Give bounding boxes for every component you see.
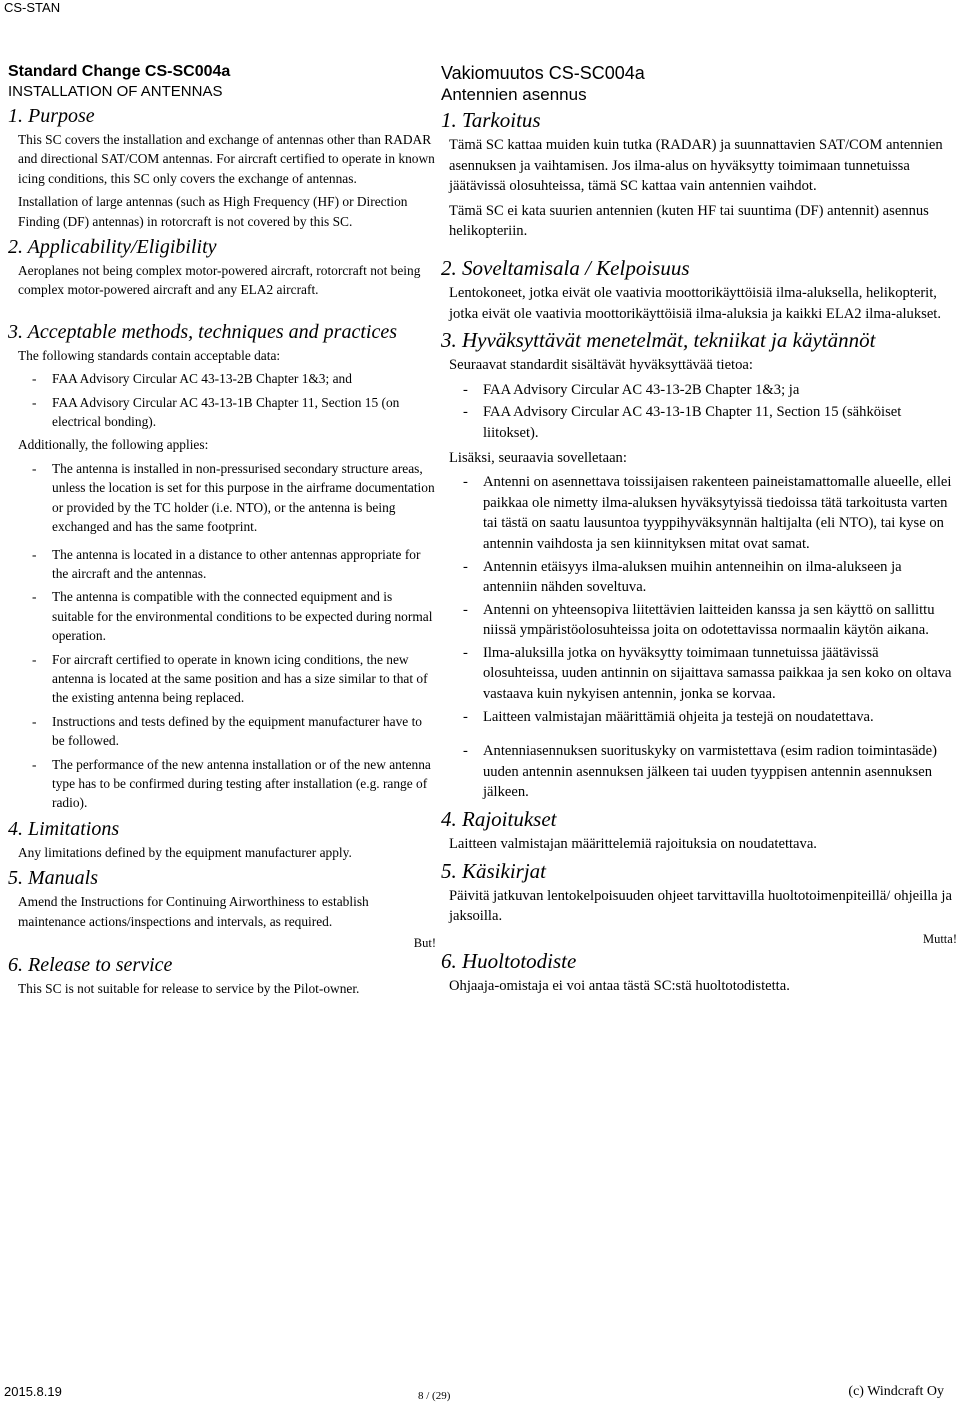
section-heading-limitations: 4. Limitations xyxy=(8,817,120,840)
section-heading-limitations: 4. Rajoitukset xyxy=(441,807,557,832)
paragraph: This SC covers the installation and exchange of antennas other than RADAR and directional SAT/COM antennas. For aircraft certified to operate in known icing conditions, this SC only covers the exchange of antennas. xyxy=(18,132,435,186)
standards-list xyxy=(449,380,957,444)
page-number: 8 / (29) xyxy=(418,1390,451,1402)
section-heading-purpose: 1. Purpose xyxy=(8,105,95,127)
paragraph: Laitteen valmistajan määrittelemiä rajoituksia on noudatettava. xyxy=(449,836,817,853)
paragraph: Päivitä jatkuvan lentokelpoisuuden ohjeet tarvittavilla huoltotoimenpiteillä/ ohjeilla ja jaksoilla. xyxy=(449,887,952,925)
paragraph: Aeroplanes not being complex motor-powered aircraft, rotorcraft not being complex motor-powered aircraft and any ELA2 aircraft. xyxy=(18,263,421,298)
paragraph: Amend the Instructions for Continuing Airworthiness to establish maintenance actions/inspections and intervals, as required. xyxy=(18,894,369,929)
paragraph: Ohjaaja-omistaja ei voi antaa tästä SC:stä huoltotodistetta. xyxy=(449,977,790,994)
section-heading-release: 6. Release to service xyxy=(8,954,173,976)
list-item: - For aircraft certified to operate in known icing conditions, the new antenna is located at the same position and has a size similar to that of the existing antenna being replaced. xyxy=(18,650,436,708)
paragraph: Tämä SC kattaa muiden kuin tutka (RADAR) ja suunnattavien SAT/COM antennien asennuksen ja vaihtamisen. Jos ilma-alus on hyväksytty toimimaan tunnetuissa jäätävissä olosuhteissa, tämä SC kattaa vain antennien vaihdot. xyxy=(449,137,943,195)
list-item: - Antennin etäisyys ilma-aluksen muihin antenneihin on ilma-alukseen ja antenniin nähden soveltuva. xyxy=(449,557,957,598)
paragraph: The following standards contain acceptable data: xyxy=(18,347,281,363)
section-heading-methods: 3. Hyväksyttävät menetelmät, tekniikat ja käytännöt xyxy=(441,328,876,353)
list-item: - The antenna is compatible with the connected equipment and is suitable for the environmental conditions to be expected during normal operation. xyxy=(18,587,436,645)
section-heading-applicability: 2. Soveltamisala / Kelpoisuus xyxy=(441,255,690,280)
section-heading-purpose: 1. Tarkoitus xyxy=(441,108,541,132)
doc-title: Vakiomuutos CS-SC004a xyxy=(441,63,645,83)
list-item: - FAA Advisory Circular AC 43-13-2B Chapter 1&3; ja xyxy=(449,380,957,401)
note-mutta: Mutta! xyxy=(922,931,957,946)
list-item: - The performance of the new antenna installation or of the new antenna type has to be confirmed during testing after installation (e.g. range of radio). xyxy=(18,755,436,813)
list-item: - The antenna is located in a distance to other antennas appropriate for the aircraft and the antennas. xyxy=(18,545,436,584)
list-item: - FAA Advisory Circular AC 43-13-2B Chapter 1&3; and xyxy=(18,369,436,388)
list-item: - Antenni on yhteensopiva liitettävien laitteiden kanssa ja sen käyttö on sallittu niissä ympäristöolosuhteissa joita on odotettavissa normaalin käytön aikana. xyxy=(449,600,957,641)
list-item: - The antenna is installed in non-pressurised secondary structure areas, unless the location is set for this purpose in the airframe documentation or provided by the TC holder (i.e. NTO), or the antenna is being exchanged and has the same footprint. xyxy=(18,459,436,537)
paragraph: Lisäksi, seuraavia sovelletaan: xyxy=(449,449,627,466)
list-item: - FAA Advisory Circular AC 43-13-1B Chapter 11, Section 15 (on electrical bonding). xyxy=(18,393,436,432)
list-item: - FAA Advisory Circular AC 43-13-1B Chapter 11, Section 15 (sähköiset liitokset). xyxy=(449,402,957,443)
list-item: - Ilma-aluksilla jotka on hyväksytty toimimaan tunnetuissa jäätävissä olosuhteissa, uuden antinnin on sijaittava samassa paikkaa ja sen koko on oltava vastaava kuin nykyisen antennin, jonka se korvaa. xyxy=(449,643,957,705)
list-item: - Antenni on asennettava toissijaisen rakenteen paineistamattomalle alueelle, ellei paikkaa ole nimetty ilma-aluksen hyväksytyissä tiedoissa tätä tarkoitusta varten tai tästä on saatu lausuntoa tyyppihyväksynnän haltijalta (eli NTO), tai kyse on antennin vaihdosta ja sen kiinnityksen mitat ovat samat. xyxy=(449,472,957,554)
header-label: CS-STAN xyxy=(4,0,61,15)
doc-subtitle: INSTALLATION OF ANTENNAS xyxy=(8,83,223,100)
note-but: But! xyxy=(413,936,436,950)
section-heading-manuals: 5. Käsikirjat xyxy=(441,858,547,883)
paragraph: Tämä SC ei kata suurien antennien (kuten HF tai suuntima (DF) antennit) asennus helikopteriin. xyxy=(449,202,929,240)
section-heading-applicability: 2. Applicability/Eligibility xyxy=(8,236,217,259)
section-heading-release: 6. Huoltotodiste xyxy=(441,948,577,973)
footer-copyright: (c) Windcraft Oy xyxy=(848,1384,944,1399)
list-item: - Laitteen valmistajan määrittämiä ohjeita ja testejä on noudatettava. xyxy=(449,707,957,728)
section-heading-manuals: 5. Manuals xyxy=(8,867,98,890)
list-item: - Antenniasennuksen suorituskyky on varmistettava (esim radion toimintasäde) uuden antennin asennuksen jälkeen tai uuden tyyppisen antennin asennuksen jälkeen. xyxy=(449,741,957,803)
paragraph: Additionally, the following applies: xyxy=(18,437,209,453)
section-heading-methods: 3. Acceptable methods, techniques and practices xyxy=(8,320,397,343)
standards-list xyxy=(18,369,436,431)
footer-date: 2015.8.19 xyxy=(4,1384,62,1399)
finnish-column xyxy=(441,62,957,1000)
paragraph: Seuraavat standardit sisältävät hyväksyttävää tietoa: xyxy=(449,357,753,374)
paragraph: Any limitations defined by the equipment manufacturer apply. xyxy=(18,844,352,860)
requirements-list xyxy=(18,459,436,813)
paragraph: Installation of large antennas (such as High Frequency (HF) or Direction Finding (DF) antennas) in rotorcraft is not covered by this SC. xyxy=(18,194,408,229)
list-item: - Instructions and tests defined by the equipment manufacturer have to be followed. xyxy=(18,712,436,751)
doc-subtitle: Antennien asennus xyxy=(441,85,587,104)
requirements-list xyxy=(449,472,957,803)
doc-title: Standard Change CS-SC004a xyxy=(8,63,231,80)
english-column xyxy=(8,62,436,1002)
paragraph: This SC is not suitable for release to service by the Pilot-owner. xyxy=(18,981,360,996)
paragraph: Lentokoneet, jotka eivät ole vaativia moottorikäyttöisiä ilma-aluksella, helikopterit, jotka eivät ole vaativia moottorikäyttöisiä ilma-aluksia ja kaikki ELA2 ilma-alukset. xyxy=(449,284,941,322)
